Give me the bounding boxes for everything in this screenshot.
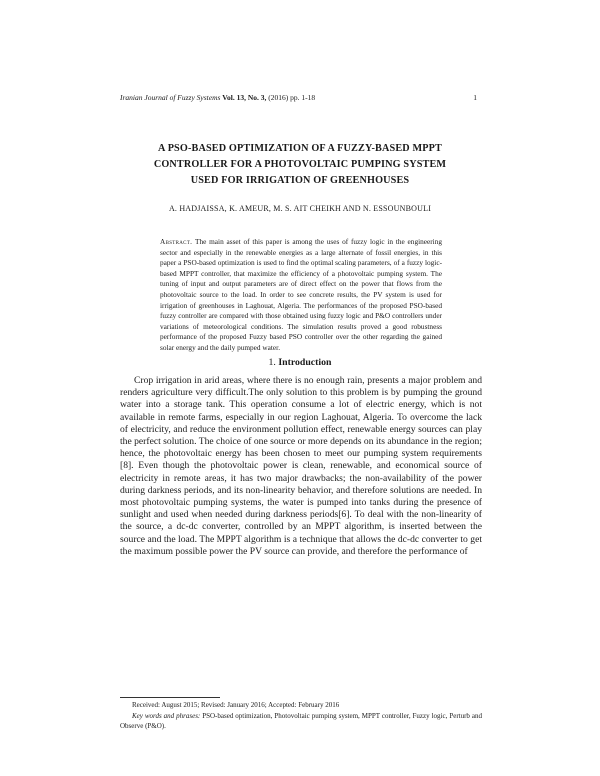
page-number: 1 — [473, 93, 477, 102]
footnotes — [120, 700, 482, 732]
title-line: A PSO-BASED OPTIMIZATION OF A FUZZY-BASED MPPT — [158, 143, 442, 154]
abstract — [160, 237, 442, 354]
body-text — [120, 375, 482, 558]
received-dates: Received: August 2015; Revised: January 2016; Accepted: February 2016 — [132, 701, 340, 709]
title-line: CONTROLLER FOR A PHOTOVOLTAIC PUMPING SYSTEM — [153, 159, 447, 170]
keywords-label: Key words and phrases: — [132, 711, 201, 720]
paper-title — [120, 141, 480, 189]
section-number: 1. — [268, 357, 276, 368]
journal-year-pages: (2016) pp. 1-18 — [268, 93, 316, 102]
journal-volume: Vol. 13, No. 3, — [222, 93, 267, 102]
body-paragraph: Crop irrigation in arid areas, where there is no enough rain, presents a major problem and renders agriculture very difficult.The only solution to this problem is by pumping the ground water into a storage tank. This operation consume a lot of electric energy, which is not available in remote farms, especially in our region Laghouat, Algeria. To overcome the lack of electricity, and reduce the environment pollution effect, renewable energy sources can play the perfect solution. The choice of one source or more depends on its abundance in the region; hence, the photovoltaic energy has been chosen to meet our pumping system requirements [8]. Even though the photovoltaic power is clean, renewable, and economical source of electricity in remote areas, it has two major drawbacks; the non-availability of the power during darkness periods, and its non-linearity behavior, and therefore solutions are needed. In most photovoltaic pumping systems, the water is pumped into tanks during the presence of sunlight and used when needed during darkness periods[6]. To deal with the non-linearity of the source, a dc-dc converter, controlled by an MPPT algorithm, is inserted between the source and the load. The MPPT algorithm is a technique that allows the dc-dc converter to get the maximum possible power the PV source can provide, and therefore the performance of — [120, 375, 482, 557]
abstract-label: Abstract. — [160, 237, 193, 246]
journal-name: Iranian Journal of Fuzzy Systems — [120, 93, 221, 102]
keywords-footnote — [120, 711, 482, 732]
footnote-divider — [120, 697, 220, 698]
abstract-text: The main asset of this paper is among the uses of fuzzy logic in the engineering sector and especially in the renewable energies as a large alternate of fossil energies, in this paper a PSO-based optimization is used to find the optimal scaling parameters, of a fuzzy logic-based MPPT controller, that maximize the efficiency of a photovoltaic pumping system. The tuning of input and output parameters are of direct effect on the power that flows from the photovoltaic source to the load. In order to see concrete results, the PV system is used for irrigation of greenhouses in Laghouat, Algeria. The performances of the proposed PSO-based fuzzy controller are compared with those obtained using fuzzy logic and P&O controllers under variations of meteorological conditions. The simulation results proved a good robustness performance of the proposed Fuzzy based PSO controller over the other regarding the gained solar energy and the daily pumped water. — [160, 237, 442, 352]
title-line: USED FOR IRRIGATION OF GREENHOUSES — [190, 175, 410, 186]
author-list: A. HADJAISSA, K. AMEUR, M. S. AIT CHEIKH AND N. ESSOUNBOULI — [168, 204, 432, 213]
section-title: Introduction — [278, 357, 332, 368]
section-heading — [120, 357, 480, 368]
keywords-text: PSO-based optimization, Photovoltaic pumping system, MPPT controller, Fuzzy logic, Perturb and Observe (P&O). — [120, 711, 482, 730]
running-head — [120, 93, 480, 103]
